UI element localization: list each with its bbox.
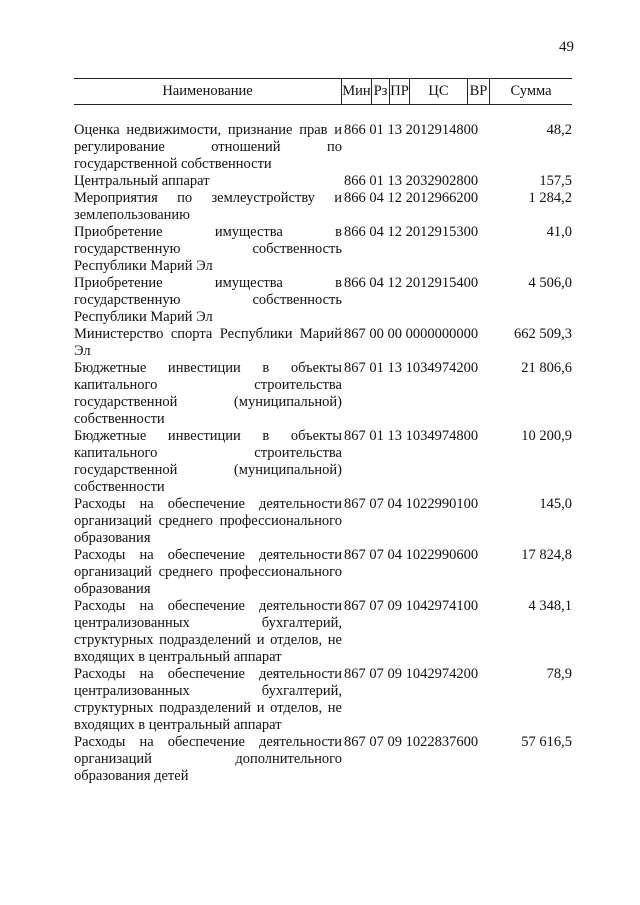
row-rz: 04 [369, 275, 384, 291]
row-pr: 00 [387, 326, 402, 342]
row-name: Расходы на обеспечение деятельности централизованных бухгалтерий, структурных подразделений и отделов, не входящих в центральный аппарат [74, 598, 342, 665]
row-rz: 01 [369, 122, 384, 138]
row-codes [342, 666, 492, 683]
row-rz: 01 [369, 360, 384, 376]
row-cs: 2032902 [405, 173, 457, 189]
row-sum: 4 506,0 [528, 275, 572, 291]
row-vr: 300 [456, 224, 479, 240]
row-name: Расходы на обеспечение деятельности организаций среднего профессионального образования [74, 496, 342, 546]
row-min: 866 [344, 190, 366, 206]
row-sum: 157,5 [539, 173, 572, 189]
row-cs: 2012966 [405, 190, 457, 206]
row-cs: 1022990 [405, 496, 457, 512]
row-rz: 07 [369, 734, 384, 750]
row-codes [342, 326, 492, 343]
row-name: Оценка недвижимости, признание прав и регулирование отношений по государственной собственности [74, 122, 342, 172]
row-vr: 100 [456, 598, 479, 614]
row-name: Бюджетные инвестиции в объекты капитального строительства государственной (муниципальной) собственности [74, 428, 342, 495]
table-row [74, 122, 572, 173]
row-rz: 07 [369, 598, 384, 614]
row-min: 867 [344, 496, 366, 512]
row-name: Министерство спорта Республики Марий Эл [74, 326, 342, 359]
header-rz: Рз [372, 79, 390, 104]
table-row [74, 173, 572, 190]
row-sum: 145,0 [539, 496, 572, 512]
row-rz: 04 [369, 224, 384, 240]
row-pr: 13 [387, 428, 402, 444]
page-number: 49 [559, 39, 574, 55]
table-row [74, 496, 572, 547]
row-codes [342, 428, 492, 445]
row-min: 867 [344, 360, 366, 376]
row-rz: 04 [369, 190, 384, 206]
row-vr: 000 [456, 326, 479, 342]
table-row [74, 547, 572, 598]
header-cs: ЦС [410, 79, 468, 104]
row-codes [342, 275, 492, 292]
row-vr: 600 [456, 734, 479, 750]
table-body [74, 122, 572, 785]
row-min: 867 [344, 734, 366, 750]
row-cs: 0000000 [405, 326, 457, 342]
row-codes [342, 224, 492, 241]
row-sum: 57 616,5 [521, 734, 572, 750]
table-row [74, 360, 572, 428]
row-cs: 1034974 [405, 428, 457, 444]
row-sum: 78,9 [546, 666, 572, 682]
row-name: Расходы на обеспечение деятельности централизованных бухгалтерий, структурных подразделений и отделов, не входящих в центральный аппарат [74, 666, 342, 733]
table-row [74, 224, 572, 275]
row-name: Расходы на обеспечение деятельности организаций дополнительного образования детей [74, 734, 342, 784]
row-cs: 1034974 [405, 360, 457, 376]
row-vr: 200 [456, 666, 479, 682]
row-min: 866 [344, 224, 366, 240]
row-name: Приобретение имущества в государственную собственность Республики Марий Эл [74, 224, 342, 274]
row-codes [342, 360, 492, 377]
row-vr: 200 [456, 360, 479, 376]
table-row [74, 598, 572, 666]
row-cs: 2012914 [405, 122, 457, 138]
header-sum: Сумма [510, 83, 552, 99]
row-pr: 13 [387, 360, 402, 376]
row-rz: 00 [369, 326, 384, 342]
table-row [74, 190, 572, 224]
row-pr: 09 [387, 734, 402, 750]
row-pr: 12 [387, 275, 402, 291]
row-rz: 07 [369, 666, 384, 682]
row-rz: 07 [369, 547, 384, 563]
row-sum: 17 824,8 [521, 547, 572, 563]
row-pr: 13 [387, 122, 402, 138]
row-cs: 1022837 [405, 734, 457, 750]
row-sum: 41,0 [546, 224, 572, 240]
row-vr: 100 [456, 496, 479, 512]
row-sum: 662 509,3 [514, 326, 572, 342]
row-rz: 07 [369, 496, 384, 512]
row-cs: 1022990 [405, 547, 457, 563]
row-name: Расходы на обеспечение деятельности организаций среднего профессионального образования [74, 547, 342, 597]
row-name: Центральный аппарат [74, 173, 210, 189]
row-vr: 800 [456, 428, 479, 444]
row-codes [342, 598, 492, 615]
table-row [74, 326, 572, 360]
table-row [74, 666, 572, 734]
row-min: 867 [344, 598, 366, 614]
row-pr: 13 [387, 173, 402, 189]
row-pr: 09 [387, 666, 402, 682]
row-vr: 200 [456, 190, 479, 206]
header-pr: ПР [390, 79, 410, 104]
row-name: Бюджетные инвестиции в объекты капитального строительства государственной (муниципальной) собственности [74, 360, 342, 427]
table-row [74, 428, 572, 496]
row-pr: 04 [387, 496, 402, 512]
row-cs: 1042974 [405, 598, 457, 614]
row-vr: 800 [456, 173, 479, 189]
row-name: Приобретение имущества в государственную собственность Республики Марий Эл [74, 275, 342, 325]
row-pr: 12 [387, 190, 402, 206]
row-pr: 04 [387, 547, 402, 563]
row-cs: 2012915 [405, 224, 457, 240]
row-pr: 09 [387, 598, 402, 614]
row-min: 867 [344, 547, 366, 563]
row-vr: 400 [456, 275, 479, 291]
table-header [74, 78, 572, 105]
header-min: Мин [342, 79, 372, 104]
row-sum: 10 200,9 [521, 428, 572, 444]
row-vr: 800 [456, 122, 479, 138]
row-min: 867 [344, 666, 366, 682]
row-vr: 600 [456, 547, 479, 563]
row-codes [342, 173, 492, 190]
row-rz: 01 [369, 173, 384, 189]
row-min: 866 [344, 122, 366, 138]
row-name: Мероприятия по землеустройству и землепользованию [74, 190, 342, 223]
header-name: Наименование [74, 79, 342, 104]
row-codes [342, 496, 492, 513]
row-codes [342, 547, 492, 564]
row-sum: 48,2 [546, 122, 572, 138]
row-sum: 21 806,6 [521, 360, 572, 376]
row-min: 866 [344, 275, 366, 291]
row-codes [342, 190, 492, 207]
row-rz: 01 [369, 428, 384, 444]
row-min: 867 [344, 326, 366, 342]
row-sum: 1 284,2 [528, 190, 572, 206]
row-codes [342, 734, 492, 751]
row-min: 867 [344, 428, 366, 444]
row-min: 866 [344, 173, 366, 189]
budget-table [74, 78, 572, 785]
header-vr: ВР [468, 79, 490, 104]
table-row [74, 734, 572, 785]
row-cs: 1042974 [405, 666, 457, 682]
table-row [74, 275, 572, 326]
row-pr: 12 [387, 224, 402, 240]
row-sum: 4 348,1 [528, 598, 572, 614]
row-cs: 2012915 [405, 275, 457, 291]
row-codes [342, 122, 492, 139]
